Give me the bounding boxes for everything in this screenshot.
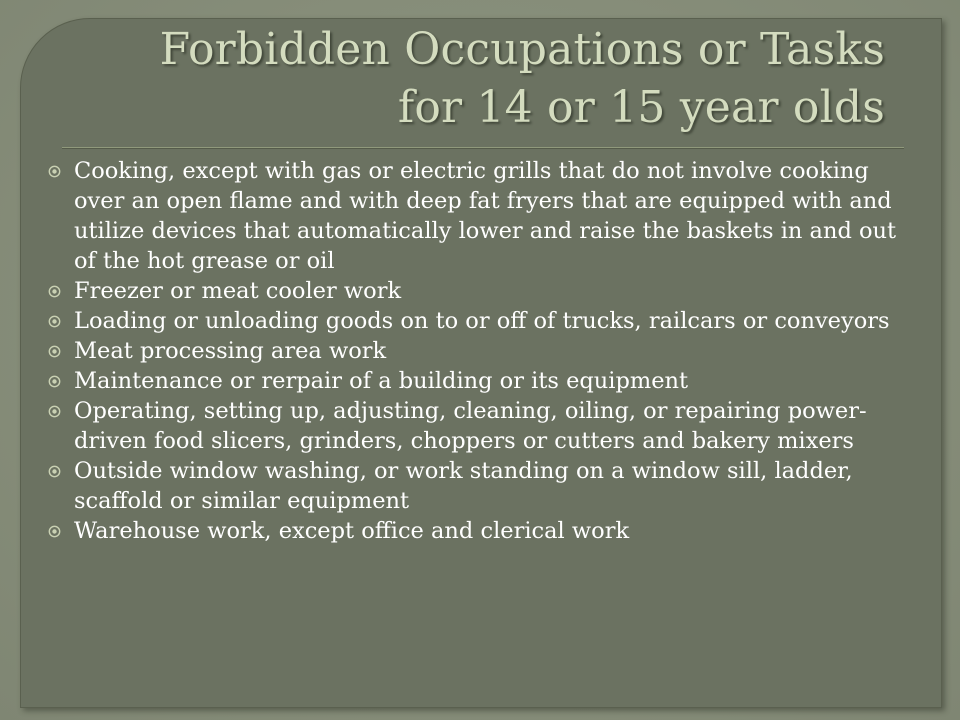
bullet-item [46,456,906,516]
circled-dot-icon [48,465,61,478]
bullet-text: Meat processing area work [74,338,387,364]
bullet-item [46,516,906,546]
bullet-list [46,156,906,546]
circled-dot-icon [48,405,61,418]
bullet-item [46,306,906,336]
circled-dot-icon [48,165,61,178]
circled-dot-icon [48,375,61,388]
bullet-text: Loading or unloading goods on to or off of trucks, railcars or conveyors [74,308,890,334]
circled-dot-icon [48,345,61,358]
bullet-text: Warehouse work, except office and clerical work [74,518,630,544]
bullet-item [46,156,906,276]
circled-dot-icon [48,315,61,328]
bullet-text: Freezer or meat cooler work [74,278,402,304]
circled-dot-icon [48,525,61,538]
bullet-item [46,396,906,456]
bullet-item [46,336,906,366]
bullet-text: Operating, setting up, adjusting, cleaning, oiling, or repairing power-driven food slicers, grinders, choppers or cutters and bakery mixers [74,398,867,454]
bullet-text: Maintenance or rerpair of a building or its equipment [74,368,689,394]
circled-dot-icon [48,285,61,298]
bullet-text: Cooking, except with gas or electric grills that do not involve cooking over an open flame and with deep fat fryers that are equipped with and utilize devices that automatically lower and raise the baskets in and out of the hot grease or oil [74,158,897,274]
slide-title-line-2: for 14 or 15 year olds [397,82,885,133]
slide-title-line-1: Forbidden Occupations or Tasks [159,24,885,75]
bullet-item [46,276,906,306]
slide-title [65,21,885,137]
bullet-item [46,366,906,396]
bullet-text: Outside window washing, or work standing on a window sill, ladder, scaffold or similar equipment [74,458,853,514]
title-divider [62,147,904,149]
